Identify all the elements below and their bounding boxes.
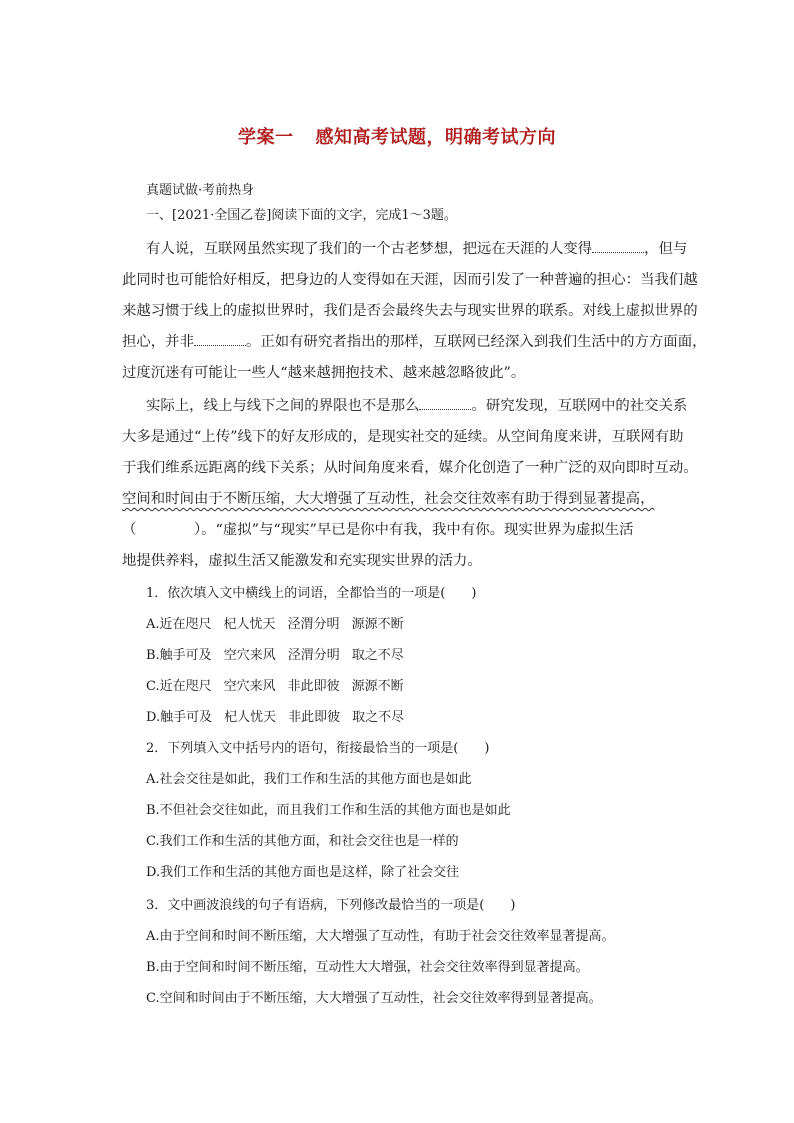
fill-blank-1	[592, 240, 644, 253]
option-1a: A.近在咫尺 杞人忧天 泾渭分明 源源不断	[146, 617, 404, 632]
title-label: 学案一	[238, 127, 294, 148]
content-area	[122, 0, 707, 1123]
option-2d: D.我们工作和生活的其他方面也是这样，除了社会交往	[146, 865, 460, 880]
option-1b: B.触手可及 空穴来风 泾渭分明 取之不尽	[146, 648, 404, 663]
option-1c: C.近在咫尺 空穴来风 非此即彼 源源不断	[146, 679, 404, 694]
option-3a: A.由于空间和时间不断压缩，大大增强了互动性，有助于社会交往效率显著提高。	[146, 929, 615, 944]
fill-blank-2	[194, 333, 246, 346]
passage-line: 大多是通过“上传”线下的好友形成的，是现实社交的延续。从空间角度来讲，互联网有助	[122, 429, 684, 445]
question-stem-2: 2．下列填入文中括号内的语句，衔接最恰当的一项是( )	[146, 741, 490, 756]
passage-line: 来越习惯于线上的虚拟世界时，我们是否会最终失去与现实世界的联系。对线上虚拟世界的	[122, 303, 698, 319]
question-stem-1: 1．依次填入文中横线上的词语，全都恰当的一项是( )	[146, 586, 477, 601]
option-3c: C.空间和时间由于不断压缩，大大增强了互动性，社会交往效率得到显著提高。	[146, 991, 602, 1006]
question-stem-3: 3．文中画波浪线的句子有语病，下列修改最恰当的一项是( )	[146, 898, 516, 913]
option-2c: C.我们工作和生活的其他方面，和社会交往也是一样的	[146, 834, 459, 849]
passage-line	[122, 489, 654, 509]
passage-line: （ ）。“虚拟”与“现实”早已是你中有我，我中有你。现实世界为虚拟生活	[122, 522, 634, 538]
passage-line: 于我们维系远距离的线下关系；从时间角度来看，媒介化创造了一种广泛的双向即时互动。	[122, 460, 698, 476]
passage-line: 有人说，互联网虽然实现了我们的一个古老梦想，把远在天涯的人变得 ，但与	[146, 241, 688, 257]
passage-line: 担心，并非 。正如有研究者指出的那样，互联网已经深入到我们生活中的方方面面，	[122, 334, 707, 350]
fill-blank-3	[419, 397, 471, 410]
wavy-underlined-sentence: 空间和时间由于不断压缩，大大增强了互动性，社会交往效率有助于得到显著提高，	[122, 491, 655, 507]
passage-line: 地提供养料，虚拟生活又能激发和充实现实世界的活力。	[122, 553, 482, 569]
option-3b: B.由于空间和时间不断压缩，互动性大大增强，社会交往效率得到显著提高。	[146, 960, 589, 975]
exercise-intro: 一、[2021·全国乙卷]阅读下面的文字，完成1～3题。	[146, 208, 457, 223]
section-heading: 真题试做·考前热身	[146, 183, 255, 198]
option-2a: A.社会交往是如此，我们工作和生活的其他方面也是如此	[146, 772, 472, 787]
option-1d: D.触手可及 杞人忧天 非此即彼 取之不尽	[146, 710, 405, 725]
passage-line: 实际上，线上与线下之间的界限也不是那么 。研究发现，互联网中的社交关系	[146, 398, 688, 414]
passage-line: 过度沉迷有可能让一些人“越来越拥抱技术、越来越忽略彼此”。	[122, 365, 526, 381]
passage-line: 此同时也可能恰好相反，把身边的人变得如在天涯，因而引发了一种普遍的担心：当我们越	[122, 272, 698, 288]
option-2b: B.不但社会交往如此，而且我们工作和生活的其他方面也是如此	[146, 803, 511, 818]
title-text: 感知高考试题，明确考试方向	[315, 127, 556, 148]
